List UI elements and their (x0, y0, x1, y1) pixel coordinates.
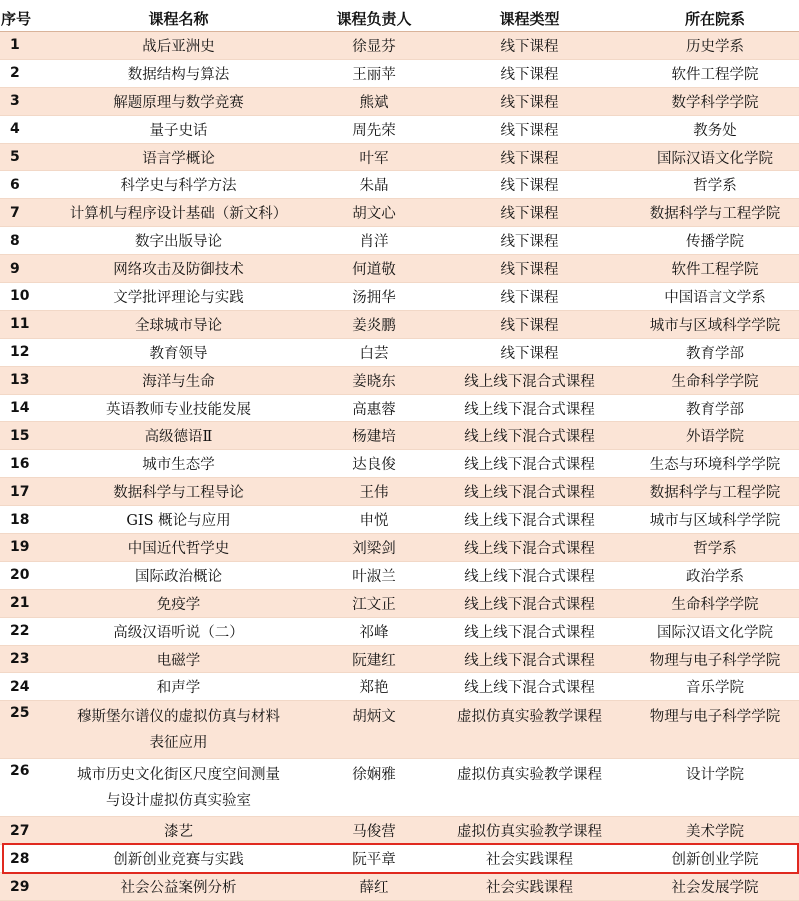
header-course-type: 课程类型 (428, 5, 631, 32)
table-row (0, 338, 799, 366)
course-type: 线上线下混合式课程 (428, 394, 631, 422)
department: 中国语言文学系 (631, 283, 799, 311)
row-number: 17 (0, 478, 37, 506)
header-department: 所在院系 (631, 5, 799, 32)
row-number: 22 (0, 617, 37, 645)
department: 社会发展学院 (631, 873, 799, 901)
row-number: 5 (0, 143, 37, 171)
table-row (0, 673, 799, 701)
course-type: 线上线下混合式课程 (428, 673, 631, 701)
row-number: 15 (0, 422, 37, 450)
course-name: GIS 概论与应用 (37, 506, 320, 534)
department: 数据科学与工程学院 (631, 199, 799, 227)
course-lead: 胡炳文 (320, 701, 428, 759)
course-name: 数据科学与工程导论 (37, 478, 320, 506)
row-number: 9 (0, 255, 37, 283)
department: 创新创业学院 (631, 845, 799, 873)
row-number: 13 (0, 366, 37, 394)
table-row (0, 310, 799, 338)
course-lead: 马俊营 (320, 817, 428, 845)
row-number: 10 (0, 283, 37, 311)
course-lead: 阮建红 (320, 645, 428, 673)
table-row (0, 255, 799, 283)
row-number: 16 (0, 450, 37, 478)
course-name: 海洋与生命 (37, 366, 320, 394)
department: 哲学系 (631, 534, 799, 562)
course-type: 线下课程 (428, 199, 631, 227)
department: 教育学部 (631, 338, 799, 366)
course-lead: 高惠蓉 (320, 394, 428, 422)
course-type: 线下课程 (428, 283, 631, 311)
department: 生命科学学院 (631, 589, 799, 617)
department: 城市与区域科学学院 (631, 310, 799, 338)
row-number: 11 (0, 310, 37, 338)
table-row (0, 143, 799, 171)
course-lead: 白芸 (320, 338, 428, 366)
header-row (0, 5, 799, 32)
table-row (0, 422, 799, 450)
course-type: 线上线下混合式课程 (428, 645, 631, 673)
course-type: 社会实践课程 (428, 845, 631, 873)
course-type: 线上线下混合式课程 (428, 478, 631, 506)
course-lead: 肖洋 (320, 227, 428, 255)
course-lead: 王丽苹 (320, 59, 428, 87)
row-number: 24 (0, 673, 37, 701)
course-lead: 申悦 (320, 506, 428, 534)
course-lead: 达良俊 (320, 450, 428, 478)
course-type: 线上线下混合式课程 (428, 561, 631, 589)
course-name-line: 穆斯堡尔谱仪的虚拟仿真与材料 (77, 708, 280, 725)
course-lead: 姜晓东 (320, 366, 428, 394)
course-name: 国际政治概论 (37, 561, 320, 589)
department: 设计学院 (631, 759, 799, 817)
row-number: 29 (0, 873, 37, 901)
course-lead: 阮平章 (320, 845, 428, 873)
course-type: 线下课程 (428, 338, 631, 366)
row-number: 2 (0, 59, 37, 87)
course-lead: 郑艳 (320, 673, 428, 701)
department: 历史学系 (631, 32, 799, 60)
department: 软件工程学院 (631, 59, 799, 87)
header-number: 序号 (0, 5, 37, 32)
course-lead: 朱晶 (320, 171, 428, 199)
course-type: 线上线下混合式课程 (428, 589, 631, 617)
course-name: 科学史与科学方法 (37, 171, 320, 199)
course-type: 线下课程 (428, 87, 631, 115)
table-row (0, 873, 799, 901)
table-row (0, 450, 799, 478)
row-number: 6 (0, 171, 37, 199)
department: 物理与电子科学学院 (631, 645, 799, 673)
table-row (0, 759, 799, 817)
table-row (0, 478, 799, 506)
course-type: 线下课程 (428, 115, 631, 143)
department: 音乐学院 (631, 673, 799, 701)
course-name: 量子史话 (37, 115, 320, 143)
table-row (0, 645, 799, 673)
course-lead: 胡文心 (320, 199, 428, 227)
course-name-line: 表征应用 (149, 734, 208, 751)
course-type: 线上线下混合式课程 (428, 450, 631, 478)
table-row (0, 87, 799, 115)
header-course-name: 课程名称 (37, 5, 320, 32)
course-type: 线下课程 (428, 32, 631, 60)
course-name: 计算机与程序设计基础（新文科） (37, 199, 320, 227)
course-name: 电磁学 (37, 645, 320, 673)
course-lead: 姜炎鹏 (320, 310, 428, 338)
course-name: 语言学概论 (37, 143, 320, 171)
course-type: 线下课程 (428, 227, 631, 255)
course-name: 文学批评理论与实践 (37, 283, 320, 311)
course-lead: 薛红 (320, 873, 428, 901)
course-name: 城市生态学 (37, 450, 320, 478)
course-name: 社会公益案例分析 (37, 873, 320, 901)
course-lead: 叶淑兰 (320, 561, 428, 589)
row-number: 14 (0, 394, 37, 422)
course-name: 高级德语Ⅱ (37, 422, 320, 450)
row-number: 26 (0, 759, 37, 817)
course-lead: 王伟 (320, 478, 428, 506)
course-lead: 熊斌 (320, 87, 428, 115)
row-number: 8 (0, 227, 37, 255)
row-number: 19 (0, 534, 37, 562)
table-row (0, 561, 799, 589)
course-lead: 杨建培 (320, 422, 428, 450)
course-type: 线上线下混合式课程 (428, 534, 631, 562)
header-course-lead: 课程负责人 (320, 5, 428, 32)
course-name: 高级汉语听说（二） (37, 617, 320, 645)
department: 外语学院 (631, 422, 799, 450)
table-header (0, 5, 799, 32)
table-row (0, 506, 799, 534)
course-type: 线上线下混合式课程 (428, 506, 631, 534)
course-lead: 刘梁剑 (320, 534, 428, 562)
department: 教务处 (631, 115, 799, 143)
department: 物理与电子科学学院 (631, 701, 799, 759)
course-lead: 叶军 (320, 143, 428, 171)
department: 生命科学学院 (631, 366, 799, 394)
table-row (0, 199, 799, 227)
course-type: 社会实践课程 (428, 873, 631, 901)
course-type: 线下课程 (428, 59, 631, 87)
row-number: 25 (0, 701, 37, 759)
table-row (0, 283, 799, 311)
department: 美术学院 (631, 817, 799, 845)
department: 数学科学学院 (631, 87, 799, 115)
course-type: 线上线下混合式课程 (428, 422, 631, 450)
department: 传播学院 (631, 227, 799, 255)
course-type: 线下课程 (428, 255, 631, 283)
course-lead: 徐娴雅 (320, 759, 428, 817)
row-number: 18 (0, 506, 37, 534)
table-row (0, 617, 799, 645)
table-row (0, 845, 799, 873)
course-name: 中国近代哲学史 (37, 534, 320, 562)
course-lead: 周先荣 (320, 115, 428, 143)
row-number: 28 (0, 845, 37, 873)
course-name: 免疫学 (37, 589, 320, 617)
table-row (0, 227, 799, 255)
course-type: 虚拟仿真实验教学课程 (428, 759, 631, 817)
department: 国际汉语文化学院 (631, 143, 799, 171)
course-name: 战后亚洲史 (37, 32, 320, 60)
department: 数据科学与工程学院 (631, 478, 799, 506)
row-number: 7 (0, 199, 37, 227)
department: 政治学系 (631, 561, 799, 589)
course-lead: 祁峰 (320, 617, 428, 645)
row-number: 21 (0, 589, 37, 617)
department: 生态与环境科学学院 (631, 450, 799, 478)
course-type: 虚拟仿真实验教学课程 (428, 701, 631, 759)
course-type: 线下课程 (428, 143, 631, 171)
row-number: 23 (0, 645, 37, 673)
course-lead: 江文正 (320, 589, 428, 617)
course-lead: 徐显芬 (320, 32, 428, 60)
course-name: 教育领导 (37, 338, 320, 366)
course-name-line: 与设计虚拟仿真实验室 (106, 792, 251, 809)
course-name (37, 759, 320, 817)
course-name: 网络攻击及防御技术 (37, 255, 320, 283)
table-row (0, 817, 799, 845)
course-lead: 何道敬 (320, 255, 428, 283)
table-row (0, 366, 799, 394)
row-number: 20 (0, 561, 37, 589)
table-body (0, 32, 799, 901)
course-type: 线下课程 (428, 171, 631, 199)
table-row (0, 701, 799, 759)
course-name (37, 701, 320, 759)
row-number: 4 (0, 115, 37, 143)
course-type: 虚拟仿真实验教学课程 (428, 817, 631, 845)
department: 软件工程学院 (631, 255, 799, 283)
department: 哲学系 (631, 171, 799, 199)
course-type: 线上线下混合式课程 (428, 617, 631, 645)
row-number: 3 (0, 87, 37, 115)
course-name: 漆艺 (37, 817, 320, 845)
course-name: 和声学 (37, 673, 320, 701)
table-row (0, 534, 799, 562)
course-name: 数据结构与算法 (37, 59, 320, 87)
course-type: 线下课程 (428, 310, 631, 338)
course-name: 英语教师专业技能发展 (37, 394, 320, 422)
course-lead: 汤拥华 (320, 283, 428, 311)
row-number: 12 (0, 338, 37, 366)
table-row (0, 59, 799, 87)
row-number: 27 (0, 817, 37, 845)
course-table (0, 5, 799, 901)
course-name-line: 城市历史文化街区尺度空间测量 (77, 766, 280, 783)
course-name: 全球城市导论 (37, 310, 320, 338)
table-row (0, 171, 799, 199)
table-row (0, 32, 799, 60)
course-name: 创新创业竞赛与实践 (37, 845, 320, 873)
table-row (0, 115, 799, 143)
course-name: 数字出版导论 (37, 227, 320, 255)
table-row (0, 589, 799, 617)
course-name: 解题原理与数学竞赛 (37, 87, 320, 115)
department: 教育学部 (631, 394, 799, 422)
table-row (0, 394, 799, 422)
row-number: 1 (0, 32, 37, 60)
department: 国际汉语文化学院 (631, 617, 799, 645)
department: 城市与区域科学学院 (631, 506, 799, 534)
course-type: 线上线下混合式课程 (428, 366, 631, 394)
